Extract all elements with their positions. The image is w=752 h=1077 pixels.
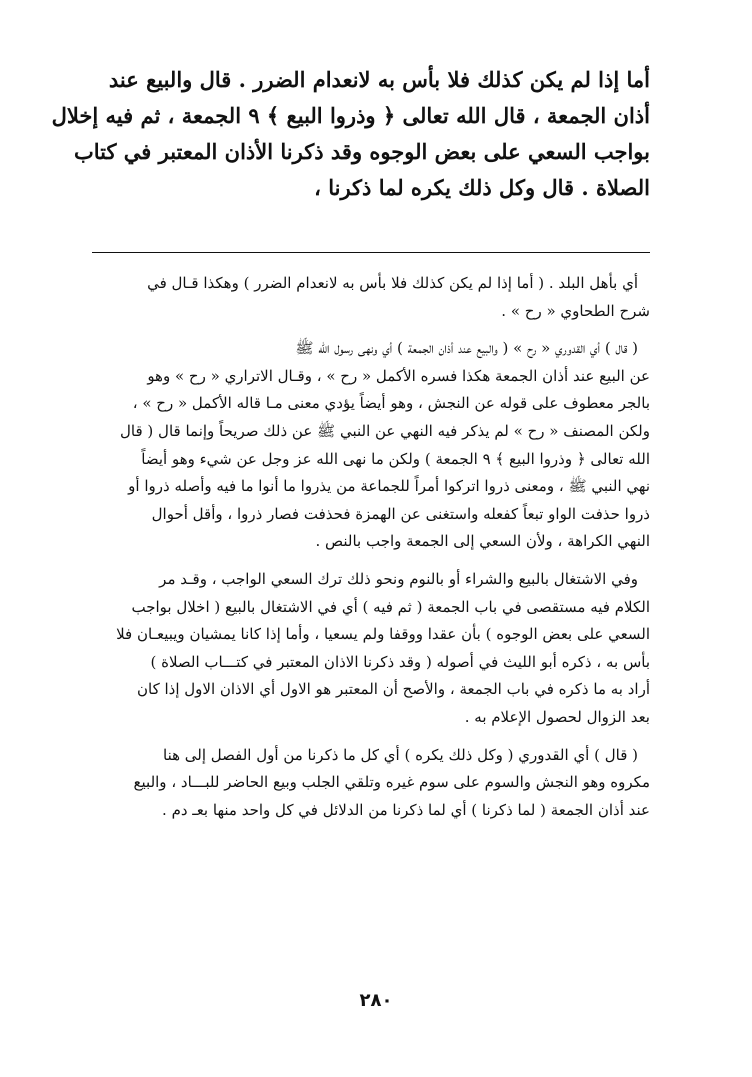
main-text — [51, 62, 650, 206]
commentary-paragraph — [92, 270, 650, 325]
main-text-line: أما إذا لم يكن كذلك فلا بأس به لانعدام الضرر . قال والبيع عند — [108, 67, 650, 92]
commentary-paragraph — [92, 742, 650, 825]
commentary-line: عن البيع عند أذان الجمعة هكذا فسره الأكمل « رح » ، وقـال الاتراري « رح » وهو — [147, 366, 650, 385]
commentary-line: شرح الطحاوي « رح » . — [501, 301, 650, 320]
commentary-line: ذروا حذفت الواو تبعاً كفعله واستغنى عن الهمزة فحذفت فصار ذروا ، وأقل أحوال — [151, 504, 650, 523]
commentary-line: ولكن المصنف « رح » لم يذكر فيه النهي عن النبي ﷺ عن ذلك صريحاً وإنما قال ( قال — [120, 421, 650, 440]
commentary-line: عند أذان الجمعة ( لما ذكرنا ) أي لما ذكرنا من الدلائل في كل واحد منها بعـ دم . — [162, 800, 650, 819]
commentary-paragraph — [92, 335, 650, 556]
main-text-line: أذان الجمعة ، قال الله تعالى ﴿ وذروا البيع ﴾ ٩ الجمعة ، ثم فيه إخلال — [51, 103, 650, 128]
commentary-line: أي بأهل البلد . ( أما إذا لم يكن كذلك فلا بأس به لانعدام الضرر ) وهكذا قـال في — [147, 274, 638, 292]
main-text-line: الصلاة . قال وكل ذلك يكره لما ذكرنا ، — [314, 175, 650, 200]
page-number: ٢٨٠ — [359, 990, 393, 1011]
main-text-line: بواجب السعي على بعض الوجوه وقد ذكرنا الأذان المعتبر في كتاب — [73, 139, 650, 164]
commentary-line: أراد به ما ذكره في باب الجمعة ، والأصح أن المعتبر هو الاول أي الاذان الاول إذا كان — [136, 680, 650, 699]
commentary — [92, 270, 650, 834]
commentary-line: مكروه وهو النجش والسوم على سوم غيره وتلقي الجلب وبيع الحاضر للبـــاد ، والبيع — [133, 773, 650, 792]
separator-rule — [92, 252, 650, 253]
commentary-line: بعد الزوال لحصول الإعلام به . — [464, 707, 650, 726]
commentary-line: بالجر معطوف على قوله عن النجش ، وهو أيضاً يؤدي معنى مـا قاله الأكمل « رح » ، — [132, 394, 650, 413]
commentary-line: النهي الكراهة ، ولأن السعي إلى الجمعة واجب بالنص . — [315, 532, 650, 551]
commentary-paragraph — [92, 566, 650, 732]
commentary-line: ( قال ) أي القدوري « رح » ( والبيع عند أذان الجمعة ) أي ونهى رسول الله ﷺ — [295, 339, 638, 358]
commentary-line: الله تعالى ﴿ وذروا البيع ﴾ ٩ الجمعة ) ولكن ما نهى الله عز وجل عن شيء وهو أيضاً — [141, 449, 650, 468]
commentary-line: وفي الاشتغال بالبيع والشراء أو بالنوم ونحو ذلك ترك السعي الواجب ، وقـد مر — [159, 569, 638, 588]
commentary-line: السعي على بعض الوجوه ) بأن عقدا ووقفا ولم يسعيا ، وأما إذا كانا يمشيان ويبيعـان فلا — [116, 625, 650, 644]
commentary-line: بأس به ، ذكره أبو الليث في أصوله ( وقد ذكرنا الاذان المعتبر في كتـــاب الصلاة ) — [150, 652, 650, 671]
commentary-line: نهي النبي ﷺ ، ومعنى ذروا اتركوا أمراً للجماعة من يذروا ما أنوا ما فيه وأصله ذروا أو — [128, 477, 650, 496]
commentary-line: الكلام فيه مستقصى في باب الجمعة ( ثم فيه ) أي في الاشتغال بالبيع ( اخلال بواجب — [131, 597, 650, 616]
commentary-line: ( قال ) أي القدوري ( وكل ذلك يكره ) أي كل ما ذكرنا من أول الفصل إلى هنا — [163, 745, 638, 764]
